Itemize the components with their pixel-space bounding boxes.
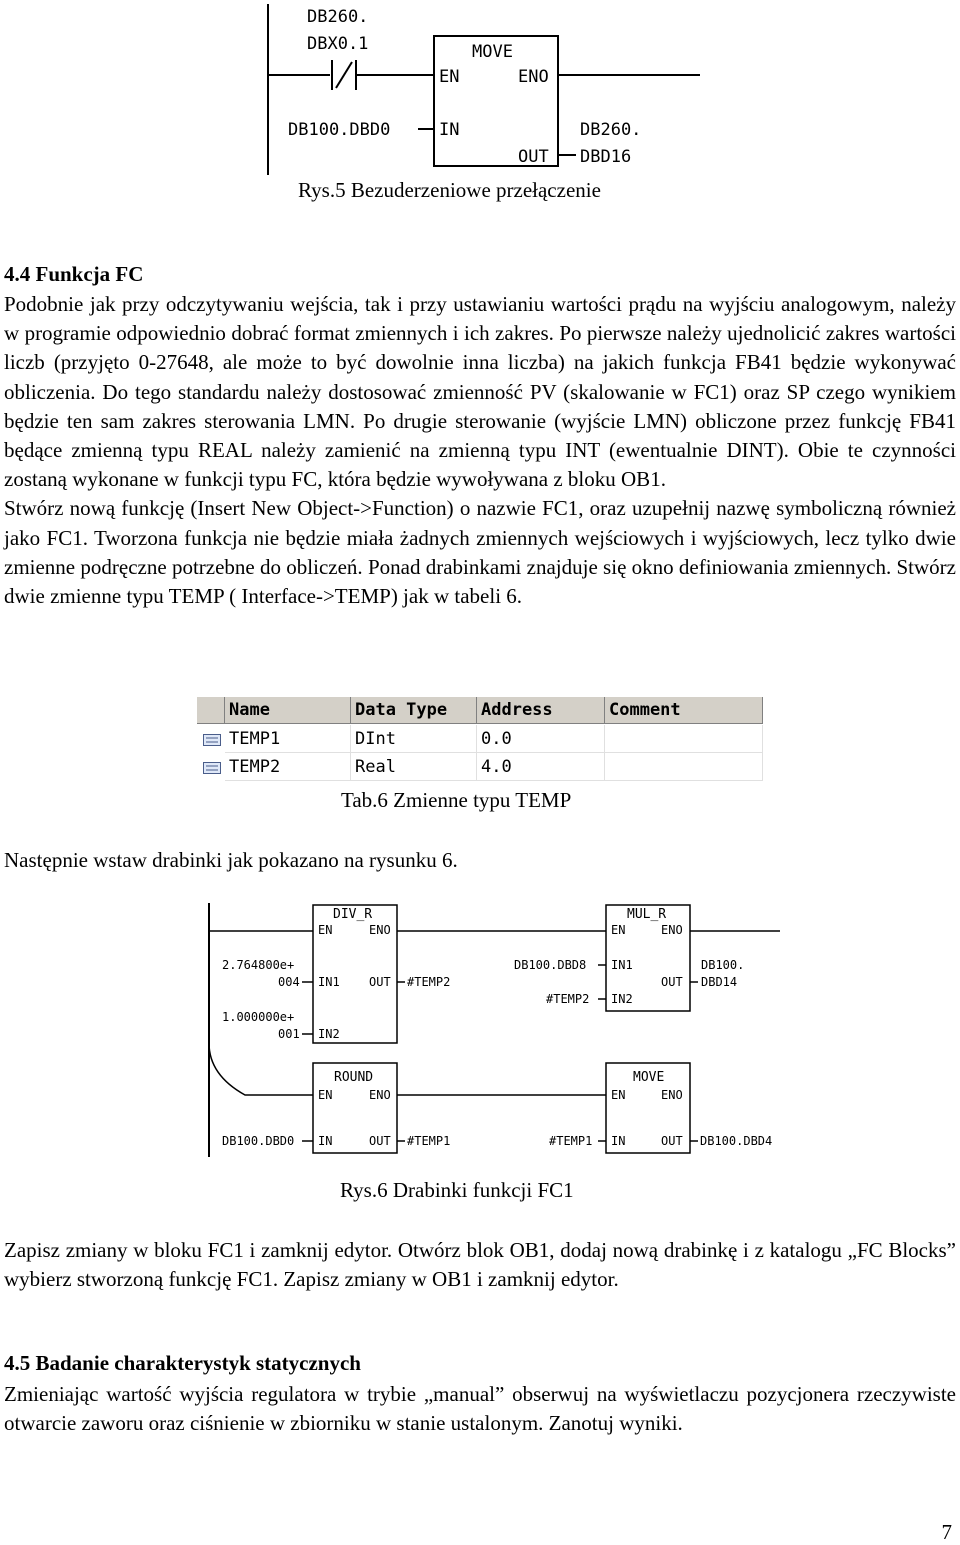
lead-fig6: Następnie wstaw drabinki jak pokazano na rysunku 6. [4, 848, 458, 872]
col-comment-header: Comment [605, 697, 763, 724]
svg-text:DBX0.1: DBX0.1 [307, 34, 369, 54]
svg-text:IN1: IN1 [611, 958, 633, 972]
out-operand: DB260. [580, 120, 642, 140]
svg-text:MOVE: MOVE [633, 1070, 665, 1085]
page-number: 7 [941, 1520, 952, 1544]
svg-text:DBD16: DBD16 [580, 147, 632, 167]
svg-text:ENO: ENO [369, 923, 391, 937]
variable-icon [203, 733, 221, 745]
svg-text:IN: IN [318, 1134, 333, 1148]
svg-text:#TEMP2: #TEMP2 [546, 992, 590, 1006]
paragraph: Zapisz zmiany w bloku FC1 i zamknij edytor. Otwórz blok OB1, dodaj nową drabinkę i z katalogu „FC Blocks” wybierz stworzoną funkcję FC1. Zapisz zmiany w OB1 i zamknij edytor. [4, 1238, 956, 1292]
table-cell[interactable] [605, 725, 763, 753]
table-cell[interactable]: DInt [351, 725, 477, 753]
table-cell[interactable]: 0.0 [477, 725, 605, 753]
variable-icon [203, 761, 221, 773]
table-cell[interactable]: 4.0 [477, 753, 605, 781]
svg-text:#TEMP1: #TEMP1 [549, 1134, 593, 1148]
col-type-header: Data Type [351, 697, 477, 724]
svg-text:2.764800e+: 2.764800e+ [222, 958, 295, 972]
svg-text:004: 004 [278, 975, 300, 989]
paragraph: Podobnie jak przy odczytywaniu wejścia, tak i przy ustawianiu wartości prądu na wyjściu analogowym, należy w programie odpowiednio dobrać format zmiennych i ich zakres. Po pierwsze należy ujednolicić zakres wartości liczb (przyjęto 0-27648, ale może to być dowolnie inna liczba) na jakich funkcja FB41 będzie wykonywać obliczenia. Do tego standardu należy dostosować zmienność PV (skalowanie w FC1) oraz SP czego wynikiem będzie ten sam zakres sterowania LMN. Po drugie sterowanie (wyjście LMN) obliczone przez funkcję FB41 będące zmienną typu REAL należy zamienić na zmienną typu INT (ewentualnie DINT). Obie te czynności zostaną wykonane w funkcji typu FC, która będzie wywoływana z bloku OB1. [4, 292, 956, 492]
section-4-5-heading: 4.5 Badanie charakterystyk statycznych [4, 1351, 361, 1375]
svg-text:OUT: OUT [369, 975, 391, 989]
ladder-figure-6 [0, 895, 960, 1165]
svg-text:001: 001 [278, 1027, 300, 1041]
table-cell[interactable]: Real [351, 753, 477, 781]
svg-text:EN: EN [318, 1088, 333, 1102]
table-cell[interactable]: TEMP1 [225, 725, 351, 753]
contact-address: DB260. [307, 7, 369, 27]
in-operand: DB100.DBD0 [288, 120, 391, 140]
ladder-figure-5 [0, 0, 960, 175]
figure-6-caption: Rys.6 Drabinki funkcji FC1 [340, 1178, 574, 1202]
svg-text:DB100.DBD0: DB100.DBD0 [222, 1134, 295, 1148]
svg-text:OUT: OUT [518, 147, 549, 167]
svg-text:#TEMP1: #TEMP1 [407, 1134, 451, 1148]
table-cell[interactable]: TEMP2 [225, 753, 351, 781]
section-4-4-heading: 4.4 Funkcja FC [4, 262, 144, 286]
svg-text:IN: IN [439, 120, 460, 140]
figure-5-caption: Rys.5 Bezuderzeniowe przełączenie [298, 178, 601, 202]
variables-table [197, 697, 763, 785]
col-address-header: Address [477, 697, 605, 724]
svg-text:DB100.DBD8: DB100.DBD8 [514, 958, 587, 972]
svg-text:ENO: ENO [518, 67, 549, 87]
svg-text:DB100.: DB100. [701, 958, 745, 972]
svg-text:EN: EN [611, 923, 626, 937]
table-6-caption: Tab.6 Zmienne typu TEMP [341, 788, 572, 812]
svg-text:EN: EN [318, 923, 333, 937]
move-title: MOVE [472, 42, 513, 62]
svg-text:IN1: IN1 [318, 975, 340, 989]
svg-text:OUT: OUT [661, 975, 683, 989]
section-4-4-body [4, 290, 956, 611]
svg-text:OUT: OUT [369, 1134, 391, 1148]
col-name-header: Name [225, 697, 351, 724]
svg-text:ROUND: ROUND [334, 1070, 374, 1085]
paragraph: Zmieniając wartość wyjścia regulatora w trybie „manual” obserwuj na wyświetlaczu pozycjonera rzeczywiste otwarcie zaworu oraz ciśnienie w zbiorniku w stanie ustalonym. Zanotuj wyniki. [4, 1382, 956, 1436]
svg-text:IN: IN [611, 1134, 626, 1148]
svg-text:EN: EN [439, 67, 460, 87]
svg-text:ENO: ENO [369, 1088, 391, 1102]
svg-text:OUT: OUT [661, 1134, 683, 1148]
svg-text:IN2: IN2 [318, 1027, 340, 1041]
svg-text:DBD14: DBD14 [701, 975, 738, 989]
svg-text:1.000000e+: 1.000000e+ [222, 1010, 295, 1024]
svg-text:#TEMP2: #TEMP2 [407, 975, 451, 989]
paragraph: Stwórz nową funkcję (Insert New Object->Function) o nazwie FC1, oraz uzupełnij nazwę symboliczną również jako FC1. Tworzona funkcja nie będzie miała żadnych zmiennych wejściowych i wyjściowych, lecz tylko dwie zmienne podręczne potrzebne do obliczeń. Ponad drabinkami znajduje się okno definiowania zmiennych. Stwórz dwie zmienne typu TEMP ( Interface->TEMP) jak w tabeli 6. [4, 496, 956, 609]
svg-text:EN: EN [611, 1088, 626, 1102]
svg-text:ENO: ENO [661, 1088, 683, 1102]
svg-text:DB100.DBD4: DB100.DBD4 [700, 1134, 773, 1148]
svg-text:IN2: IN2 [611, 992, 633, 1006]
table-cell[interactable] [605, 753, 763, 781]
svg-text:DIV_R: DIV_R [333, 907, 373, 922]
svg-text:MUL_R: MUL_R [627, 907, 667, 922]
svg-text:ENO: ENO [661, 923, 683, 937]
